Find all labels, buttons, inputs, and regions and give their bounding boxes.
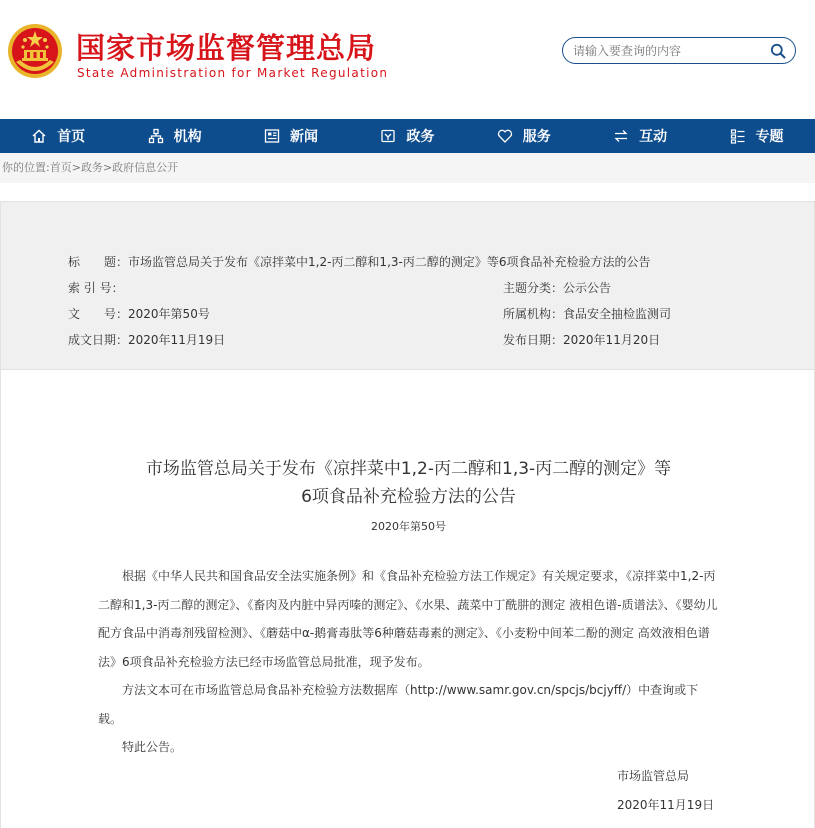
- nav-label: 互动: [639, 129, 668, 145]
- site-subtitle-english: State Administration for Market Regulation: [77, 66, 389, 80]
- exchange-arrows-icon: [613, 128, 629, 144]
- site-title[interactable]: 国家市场监督管理总局: [76, 31, 377, 65]
- paragraph-text: 方法文本可在市场监管总局食品补充检验方法数据库（: [122, 683, 411, 697]
- news-icon: [264, 128, 280, 144]
- meta-docno-value: 2020年第50号: [128, 307, 210, 321]
- signature-organization: 市场监管总局: [617, 769, 690, 783]
- meta-title-row: [68, 253, 650, 270]
- meta-index-label: 索 引 号：: [68, 281, 124, 295]
- meta-published-label: 发布日期：: [503, 333, 564, 347]
- meta-agency-label: 所属机构：: [503, 307, 564, 321]
- meta-created-label: 成文日期：: [68, 333, 129, 347]
- article-title-line: 市场监管总局关于发布《凉拌菜中1,2-丙二醇和1,3-丙二醇的测定》等: [145, 459, 672, 479]
- meta-created-row: [68, 331, 225, 348]
- article-title: [1, 455, 815, 511]
- org-chart-icon: [148, 128, 164, 144]
- meta-title-value: 市场监管总局关于发布《凉拌菜中1,2-丙二醇和1,3-丙二醇的测定》等6项食品补充检验方法的公告: [128, 255, 651, 269]
- nav-label: 服务: [522, 129, 551, 145]
- meta-topic-label: 主题分类：: [503, 281, 564, 295]
- meta-topic-value: 公示公告: [563, 281, 612, 295]
- paragraph-text: ）中查询或下载。: [98, 683, 699, 726]
- search-box: [562, 37, 796, 64]
- nav-item-interaction[interactable]: [582, 119, 698, 153]
- nav-item-topics[interactable]: [698, 119, 814, 153]
- nav-label: 政务: [406, 129, 435, 145]
- meta-docno-row: [68, 305, 210, 322]
- breadcrumb-prefix: 你的位置:: [2, 161, 50, 174]
- national-emblem-logo[interactable]: [6, 22, 64, 82]
- nav-label: 首页: [57, 129, 86, 145]
- article-paragraph: [98, 676, 720, 733]
- government-icon: [380, 128, 396, 144]
- meta-agency-row: [503, 305, 671, 322]
- breadcrumb-link-info-disclosure[interactable]: 政府信息公开: [112, 161, 179, 174]
- meta-index-row: [68, 279, 124, 296]
- main-nav: [0, 119, 815, 153]
- breadcrumb-separator: >: [71, 161, 81, 174]
- meta-agency-value: 食品安全抽检监测司: [563, 307, 672, 321]
- article-title-line: 6项食品补充检验方法的公告: [301, 487, 516, 507]
- signature-date: 2020年11月19日: [617, 798, 715, 812]
- database-link[interactable]: http://www.samr.gov.cn/spcjs/bcjyff/: [410, 683, 627, 697]
- document-metadata: [0, 201, 815, 370]
- article-body: [98, 562, 720, 762]
- meta-topic-row: [503, 279, 611, 296]
- search-input[interactable]: [573, 42, 763, 60]
- home-icon: [31, 128, 47, 144]
- article-document-number: 2020年第50号: [371, 520, 446, 533]
- article-paragraph: 根据《中华人民共和国食品安全法实施条例》和《食品补充检验方法工作规定》有关规定要求，《凉拌菜中1,2-丙二醇和1,3-丙二醇的测定》、《畜肉及内脏中异丙嗪的测定》、《水果、蔬菜中丁酰肼的测定 液相色谱-质谱法》、《婴幼儿配方食品中消毒剂残留检测》、《蘑菇中α-鹅膏毒肽等6种蘑菇毒素的测定》、《小麦粉中间苯二酚的测定 高效液相色谱法》6项食品补充检验方法已经市场监管总局批准，现予发布。: [98, 569, 718, 669]
- breadcrumb-link-home[interactable]: 首页: [49, 161, 72, 174]
- nav-label: 机构: [173, 129, 202, 145]
- breadcrumb-link-government[interactable]: 政务: [80, 161, 103, 174]
- topics-icon: [730, 128, 746, 144]
- nav-item-home[interactable]: [0, 119, 116, 153]
- breadcrumb-separator: >: [102, 161, 113, 174]
- meta-docno-label: 文 号：: [68, 307, 129, 321]
- article-content: [0, 370, 815, 828]
- search-icon[interactable]: [770, 43, 786, 59]
- nav-item-news[interactable]: [233, 119, 349, 153]
- nav-item-organization[interactable]: [116, 119, 232, 153]
- meta-published-value: 2020年11月20日: [563, 333, 661, 347]
- nav-item-government[interactable]: [349, 119, 465, 153]
- meta-title-label: 标 题：: [68, 255, 129, 269]
- heart-icon: [497, 128, 513, 144]
- nav-label: 专题: [755, 129, 784, 145]
- meta-published-row: [503, 331, 660, 348]
- nav-item-service[interactable]: [466, 119, 582, 153]
- breadcrumb: [0, 153, 815, 183]
- site-header: [0, 0, 815, 120]
- meta-created-value: 2020年11月19日: [128, 333, 226, 347]
- nav-label: 新闻: [289, 129, 318, 145]
- article-paragraph: 特此公告。: [122, 740, 183, 754]
